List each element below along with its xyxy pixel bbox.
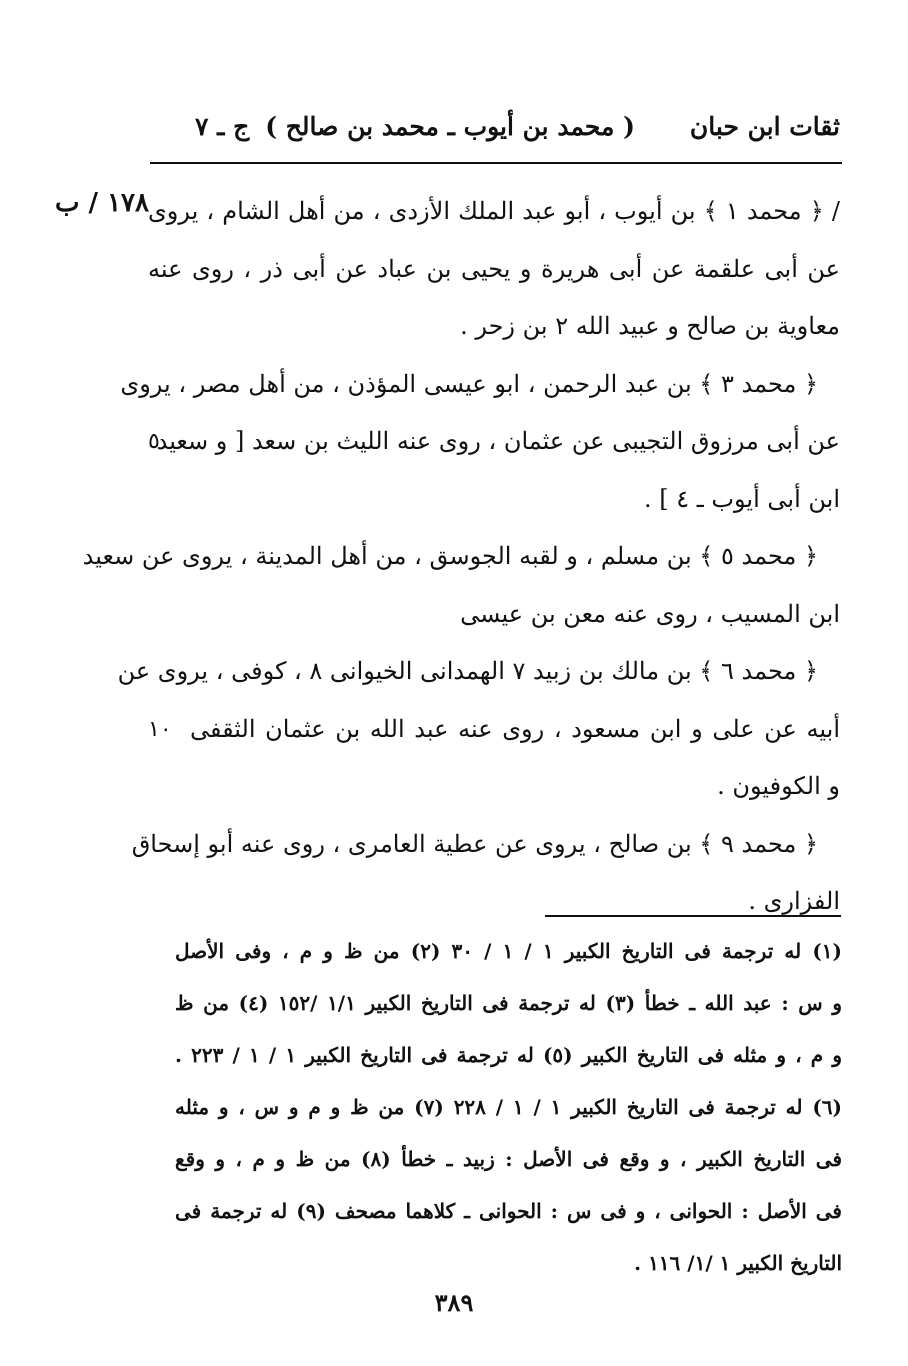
text-line: ﴿ محمد ٦ ﴾ بن مالك بن زبيد ٧ الهمدانى الخيوانى ٨ ، كوفى ، يروى عن: [117, 657, 818, 685]
text-line: عن أبى مرزوق التجيبى عن عثمان ، روى عنه الليث بن سعد [ و سعيد: [156, 427, 840, 455]
text-line: ﴿ محمد ٥ ﴾ بن مسلم ، و لقبه الجوسق ، من أهل المدينة ، يروى عن سعيد: [82, 542, 818, 570]
page-number: ٣٨٩: [434, 1288, 474, 1317]
line-number-10: ١٠: [148, 716, 172, 742]
text-line: ﴿ محمد ٩ ﴾ بن صالح ، يروى عن عطية العامرى ، روى عنه أبو إسحاق: [131, 829, 818, 858]
book-title: ثقات ابن حبان: [689, 112, 840, 141]
manuscript-folio-note: ١٧٨ / ب: [55, 188, 149, 218]
running-head: [150, 112, 840, 158]
page-range-heading: ( محمد بن أيوب ـ محمد بن صالح ): [265, 112, 635, 141]
text-line: الفزارى .: [748, 887, 840, 915]
line-number-5: ٥: [148, 429, 160, 454]
header-rule: [150, 162, 842, 164]
footnote-line: (٦) له ترجمة فى التاريخ الكبير ١ / ١ / ٢٢٨ (٧) من ظ و م و س ، و مثله: [175, 1095, 843, 1119]
footnote-line: التاريخ الكبير ١ /١/ ١١٦ .: [634, 1251, 842, 1275]
text-line: أبيه عن على و ابن مسعود ، روى عنه عبد الله بن عثمان الثقفى: [190, 714, 840, 743]
footnotes: [175, 925, 842, 1289]
volume-label: ج ـ ٧: [195, 112, 250, 141]
text-line: عن أبى علقمة عن أبى هريرة و يحيى بن عباد عن أبى ذر ، روى عنه: [148, 254, 840, 283]
text-line: ابن أبى أيوب ـ ٤ ] .: [644, 484, 840, 513]
footnote-line: و س : عبد الله ـ خطأ (٣) له ترجمة فى التاريخ الكبير ١/١ /١٥٢ (٤) من ظ: [175, 991, 842, 1015]
footnote-line: فى التاريخ الكبير ، و وقع فى الأصل : زبيد ـ خطأ (٨) من ظ و م ، و وقع: [175, 1147, 843, 1171]
text-line: معاوية بن صالح و عبيد الله ٢ بن زحر .: [460, 312, 840, 340]
footnote-line: و م ، و مثله فى التاريخ الكبير (٥) له ترجمة فى التاريخ الكبير ١ / ١ / ٢٢٣ .: [175, 1043, 842, 1067]
footnote-line: (١) له ترجمة فى التاريخ الكبير ١ / ١ / ٣٠ (٢) من ظ و م ، وفى الأصل: [175, 939, 842, 963]
text-line: ابن المسيب ، روى عنه معن بن عيسى: [460, 599, 840, 628]
text-line: و الكوفيون .: [717, 772, 840, 800]
text-line: ﴿ محمد ٣ ﴾ بن عبد الرحمن ، ابو عيسى المؤذن ، من أهل مصر ، يروى: [120, 369, 818, 398]
text-line-with-number: [148, 413, 840, 471]
footnote-line: فى الأصل : الحوانى ، و فى س : الحوانى ـ كلاهما مصحف (٩) له ترجمة فى: [175, 1199, 842, 1223]
footnote-rule: [545, 915, 841, 917]
text-line-with-number: [148, 701, 840, 759]
text-line: / ﴿ محمد ١ ﴾ بن أيوب ، أبو عبد الملك الأزدى ، من أهل الشام ، يروى: [148, 197, 841, 225]
